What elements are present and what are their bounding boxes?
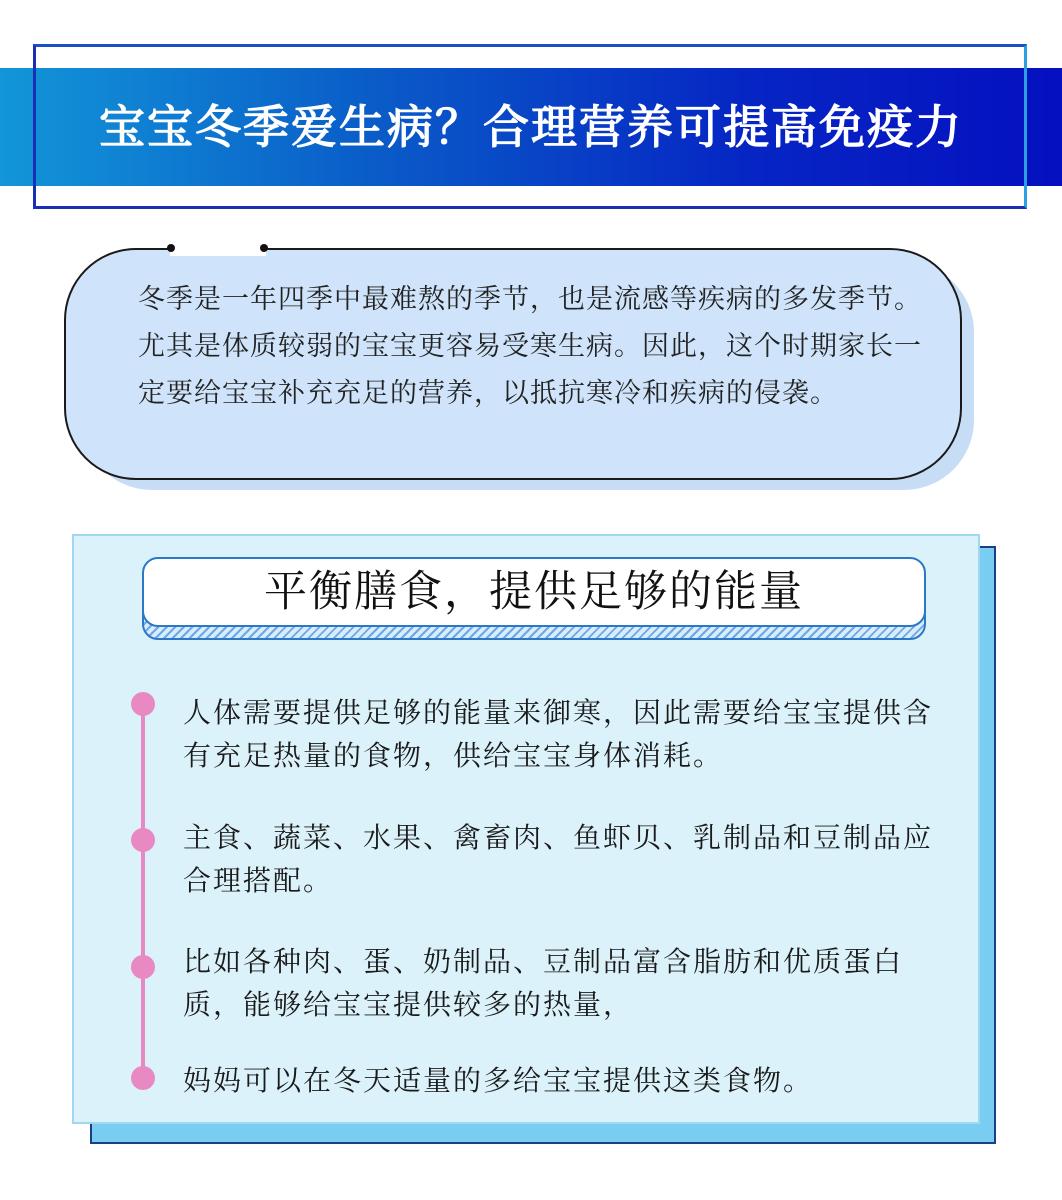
intro-bubble-gap [170,240,266,256]
section-heading: 平衡膳食，提供足够的能量 [142,557,926,627]
timeline-dot [131,955,155,979]
list-item: 人体需要提供足够的能量来御寒，因此需要给宝宝提供含有充足热量的食物，供给宝宝身体消耗。 [183,696,934,772]
timeline-line [141,704,145,1078]
timeline-dot [131,692,155,716]
list-item: 妈妈可以在冬天适量的多给宝宝提供这类食物。 [183,1064,814,1097]
intro-dot-left [167,244,175,252]
page-title: 宝宝冬季爱生病？合理营养可提高免疫力 [99,100,963,154]
intro-dot-right [260,244,268,252]
timeline-dot [131,828,155,852]
list-item: 比如各种肉、蛋、奶制品、豆制品富含脂肪和优质蛋白质，能够给宝宝提供较多的热量， [183,945,904,1021]
timeline-dot [131,1066,155,1090]
intro-paragraph: 冬季是一年四季中最难熬的季节，也是流感等疾病的多发季节。尤其是体质较弱的宝宝更容易受寒生病。因此，这个时期家长一定要给宝宝补充充足的营养，以抵抗寒冷和疾病的侵袭。 [138,284,922,409]
list-item: 主食、蔬菜、水果、禽畜肉、鱼虾贝、乳制品和豆制品应合理搭配。 [183,821,934,897]
